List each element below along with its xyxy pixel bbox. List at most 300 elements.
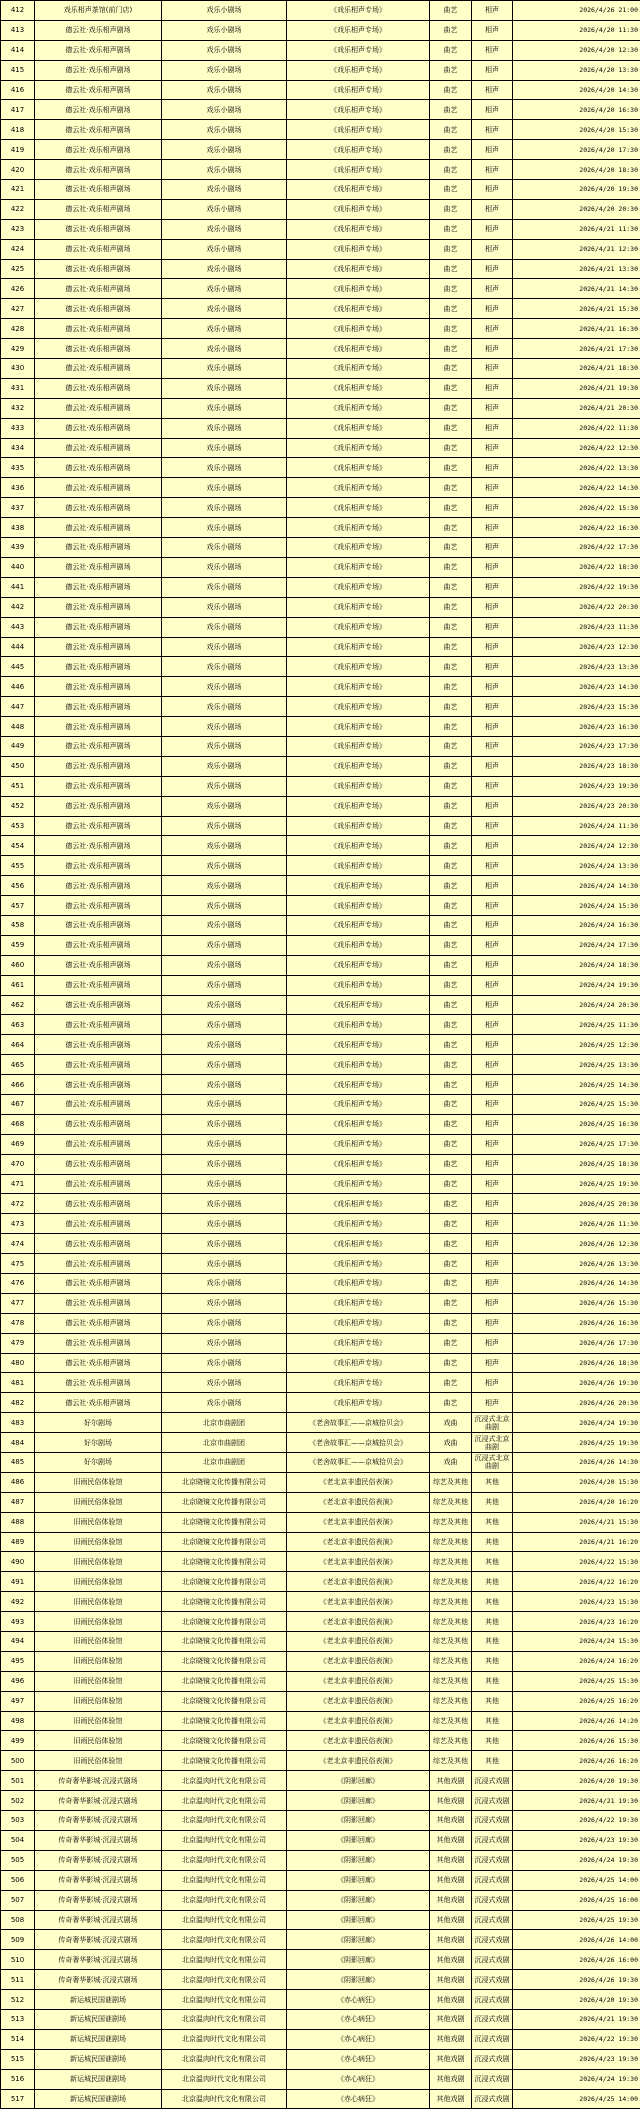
venue-cell: 德云社·戏乐相声剧场 [35, 736, 162, 756]
genre-cell: 相声 [472, 1015, 513, 1035]
category-cell: 综艺及其他 [430, 1572, 472, 1592]
organizer-cell: 戏乐小剧场 [162, 816, 287, 836]
program-cell: 《戏乐相声专场》 [287, 657, 430, 677]
program-cell: 《戏乐相声专场》 [287, 1154, 430, 1174]
row-number-cell: 469 [1, 1134, 35, 1154]
organizer-cell: 北京晓镜文化传播有限公司 [162, 1472, 287, 1492]
genre-cell: 沉浸式北京曲剧 [472, 1453, 513, 1473]
table-row [1, 816, 640, 836]
showtime-cell: 2026/4/25 20:30 [513, 1194, 640, 1214]
venue-cell: 传奇奢华影城·沉浸式剧场 [35, 1791, 162, 1811]
genre-cell: 沉浸式戏剧 [472, 1830, 513, 1850]
table-row [1, 1075, 640, 1095]
category-cell: 曲艺 [430, 1174, 472, 1194]
organizer-cell: 戏乐小剧场 [162, 1274, 287, 1294]
category-cell: 戏曲 [430, 1433, 472, 1453]
program-cell: 《戏乐相声专场》 [287, 1055, 430, 1075]
program-cell: 《戏乐相声专场》 [287, 915, 430, 935]
table-row [1, 1552, 640, 1572]
table-row [1, 1472, 640, 1492]
program-cell: 《戏乐相声专场》 [287, 359, 430, 379]
program-cell: 《戏乐相声专场》 [287, 995, 430, 1015]
category-cell: 综艺及其他 [430, 1512, 472, 1532]
program-cell: 《老北京非遗民俗表演》 [287, 1671, 430, 1691]
category-cell: 曲艺 [430, 915, 472, 935]
showtime-cell: 2026/4/25 19:30 [513, 1433, 640, 1453]
row-number-cell: 508 [1, 1910, 35, 1930]
category-cell: 曲艺 [430, 597, 472, 617]
category-cell: 曲艺 [430, 1293, 472, 1313]
table-row [1, 160, 640, 180]
category-cell: 曲艺 [430, 836, 472, 856]
genre-cell: 相声 [472, 1293, 513, 1313]
category-cell: 综艺及其他 [430, 1552, 472, 1572]
table-row [1, 1890, 640, 1910]
table-row [1, 1970, 640, 1990]
genre-cell: 沉浸式戏剧 [472, 1970, 513, 1990]
genre-cell: 沉浸式戏剧 [472, 1910, 513, 1930]
showtime-cell: 2026/4/20 20:30 [513, 199, 640, 219]
organizer-cell: 北京晓镜文化传播有限公司 [162, 1711, 287, 1731]
venue-cell: 德云社·戏乐相声剧场 [35, 120, 162, 140]
category-cell: 其他戏剧 [430, 1870, 472, 1890]
genre-cell: 相声 [472, 736, 513, 756]
table-row [1, 239, 640, 259]
genre-cell: 其他 [472, 1691, 513, 1711]
program-cell: 《戏乐相声专场》 [287, 1313, 430, 1333]
showtime-cell: 2026/4/24 14:30 [513, 876, 640, 896]
program-cell: 《阴影回廊》 [287, 1910, 430, 1930]
genre-cell: 相声 [472, 1075, 513, 1095]
row-number-cell: 474 [1, 1234, 35, 1254]
table-row [1, 736, 640, 756]
row-number-cell: 420 [1, 160, 35, 180]
showtime-cell: 2026/4/23 19:30 [513, 776, 640, 796]
program-cell: 《戏乐相声专场》 [287, 975, 430, 995]
organizer-cell: 戏乐小剧场 [162, 1015, 287, 1035]
program-cell: 《老北京非遗民俗表演》 [287, 1512, 430, 1532]
genre-cell: 相声 [472, 1134, 513, 1154]
table-row [1, 557, 640, 577]
genre-cell: 相声 [472, 478, 513, 498]
venue-cell: 德云社·戏乐相声剧场 [35, 657, 162, 677]
category-cell: 曲艺 [430, 219, 472, 239]
row-number-cell: 468 [1, 1114, 35, 1134]
organizer-cell: 戏乐小剧场 [162, 319, 287, 339]
genre-cell: 相声 [472, 896, 513, 916]
table-row [1, 299, 640, 319]
organizer-cell: 戏乐小剧场 [162, 438, 287, 458]
showtime-cell: 2026/4/25 15:30 [513, 1094, 640, 1114]
organizer-cell: 戏乐小剧场 [162, 279, 287, 299]
program-cell: 《老北京非遗民俗表演》 [287, 1572, 430, 1592]
table-row [1, 915, 640, 935]
category-cell: 曲艺 [430, 40, 472, 60]
venue-cell: 德云社·戏乐相声剧场 [35, 915, 162, 935]
showtime-cell: 2026/4/20 14:30 [513, 80, 640, 100]
category-cell: 其他戏剧 [430, 1811, 472, 1831]
table-row [1, 1572, 640, 1592]
row-number-cell: 473 [1, 1214, 35, 1234]
table-row [1, 1154, 640, 1174]
genre-cell: 相声 [472, 1035, 513, 1055]
row-number-cell: 487 [1, 1492, 35, 1512]
row-number-cell: 438 [1, 518, 35, 538]
venue-cell: 德云社·戏乐相声剧场 [35, 1075, 162, 1095]
organizer-cell: 戏乐小剧场 [162, 597, 287, 617]
genre-cell: 相声 [472, 657, 513, 677]
venue-cell: 德云社·戏乐相声剧场 [35, 1353, 162, 1373]
organizer-cell: 戏乐小剧场 [162, 160, 287, 180]
program-cell: 《戏乐相声专场》 [287, 776, 430, 796]
row-number-cell: 496 [1, 1671, 35, 1691]
row-number-cell: 502 [1, 1791, 35, 1811]
genre-cell: 相声 [472, 140, 513, 160]
venue-cell: 传奇奢华影城·沉浸式剧场 [35, 1830, 162, 1850]
program-cell: 《赤心病狂》 [287, 2049, 430, 2069]
genre-cell: 其他 [472, 1492, 513, 1512]
venue-cell: 德云社·戏乐相声剧场 [35, 955, 162, 975]
row-number-cell: 445 [1, 657, 35, 677]
row-number-cell: 491 [1, 1572, 35, 1592]
table-row [1, 140, 640, 160]
venue-cell: 旧雨民俗体验馆 [35, 1632, 162, 1652]
organizer-cell: 戏乐小剧场 [162, 677, 287, 697]
row-number-cell: 486 [1, 1472, 35, 1492]
genre-cell: 沉浸式戏剧 [472, 1950, 513, 1970]
table-row [1, 1055, 640, 1075]
table-row [1, 1433, 640, 1453]
program-cell: 《老北京非遗民俗表演》 [287, 1492, 430, 1512]
showtime-cell: 2026/4/20 19:30 [513, 1771, 640, 1791]
program-cell: 《阴影回廊》 [287, 1890, 430, 1910]
genre-cell: 沉浸式戏剧 [472, 1990, 513, 2010]
program-cell: 《戏乐相声专场》 [287, 1075, 430, 1095]
category-cell: 其他戏剧 [430, 1910, 472, 1930]
genre-cell: 沉浸式戏剧 [472, 2069, 513, 2089]
row-number-cell: 513 [1, 2009, 35, 2029]
venue-cell: 旧雨民俗体验馆 [35, 1711, 162, 1731]
venue-cell: 德云社·戏乐相声剧场 [35, 697, 162, 717]
category-cell: 曲艺 [430, 677, 472, 697]
venue-cell: 新运城民国谜剧场 [35, 2029, 162, 2049]
category-cell: 曲艺 [430, 1214, 472, 1234]
organizer-cell: 北京晓镜文化传播有限公司 [162, 1731, 287, 1751]
category-cell: 综艺及其他 [430, 1731, 472, 1751]
showtime-cell: 2026/4/20 15:30 [513, 1472, 640, 1492]
venue-cell: 德云社·戏乐相声剧场 [35, 498, 162, 518]
category-cell: 曲艺 [430, 995, 472, 1015]
genre-cell: 相声 [472, 199, 513, 219]
venue-cell: 好尔剧场 [35, 1453, 162, 1473]
program-cell: 《戏乐相声专场》 [287, 140, 430, 160]
category-cell: 曲艺 [430, 498, 472, 518]
program-cell: 《老舍故事汇——京城拾贝会》 [287, 1453, 430, 1473]
category-cell: 综艺及其他 [430, 1651, 472, 1671]
program-cell: 《戏乐相声专场》 [287, 1353, 430, 1373]
venue-cell: 旧雨民俗体验馆 [35, 1651, 162, 1671]
row-number-cell: 437 [1, 498, 35, 518]
row-number-cell: 490 [1, 1552, 35, 1572]
table-row [1, 1373, 640, 1393]
program-cell: 《戏乐相声专场》 [287, 398, 430, 418]
genre-cell: 沉浸式戏剧 [472, 2089, 513, 2109]
category-cell: 曲艺 [430, 100, 472, 120]
program-cell: 《阴影回廊》 [287, 1771, 430, 1791]
organizer-cell: 北京温肉时代文化有限公司 [162, 1771, 287, 1791]
category-cell: 曲艺 [430, 856, 472, 876]
venue-cell: 德云社·戏乐相声剧场 [35, 100, 162, 120]
program-cell: 《戏乐相声专场》 [287, 955, 430, 975]
row-number-cell: 498 [1, 1711, 35, 1731]
category-cell: 综艺及其他 [430, 1671, 472, 1691]
category-cell: 曲艺 [430, 557, 472, 577]
genre-cell: 其他 [472, 1512, 513, 1532]
venue-cell: 德云社·戏乐相声剧场 [35, 1194, 162, 1214]
genre-cell: 沉浸式戏剧 [472, 2029, 513, 2049]
row-number-cell: 446 [1, 677, 35, 697]
program-cell: 《老北京非遗民俗表演》 [287, 1632, 430, 1652]
row-number-cell: 416 [1, 80, 35, 100]
showtime-cell: 2026/4/23 16:30 [513, 717, 640, 737]
row-number-cell: 434 [1, 438, 35, 458]
showtime-cell: 2026/4/24 18:30 [513, 955, 640, 975]
program-cell: 《老北京非遗民俗表演》 [287, 1711, 430, 1731]
genre-cell: 相声 [472, 120, 513, 140]
organizer-cell: 北京温肉时代文化有限公司 [162, 2029, 287, 2049]
row-number-cell: 470 [1, 1154, 35, 1174]
row-number-cell: 494 [1, 1632, 35, 1652]
showtime-cell: 2026/4/26 15:30 [513, 1293, 640, 1313]
category-cell: 其他戏剧 [430, 2009, 472, 2029]
organizer-cell: 戏乐小剧场 [162, 1154, 287, 1174]
showtime-cell: 2026/4/25 14:00 [513, 2089, 640, 2109]
organizer-cell: 戏乐小剧场 [162, 1094, 287, 1114]
organizer-cell: 北京温肉时代文化有限公司 [162, 1890, 287, 1910]
category-cell: 曲艺 [430, 1254, 472, 1274]
organizer-cell: 北京晓镜文化传播有限公司 [162, 1651, 287, 1671]
row-number-cell: 459 [1, 935, 35, 955]
program-cell: 《戏乐相声专场》 [287, 796, 430, 816]
program-cell: 《戏乐相声专场》 [287, 279, 430, 299]
category-cell: 曲艺 [430, 378, 472, 398]
category-cell: 曲艺 [430, 1333, 472, 1353]
table-row [1, 677, 640, 697]
category-cell: 其他戏剧 [430, 1830, 472, 1850]
showtime-cell: 2026/4/26 14:00 [513, 1930, 640, 1950]
table-row [1, 1094, 640, 1114]
organizer-cell: 北京晓镜文化传播有限公司 [162, 1691, 287, 1711]
venue-cell: 传奇奢华影城·沉浸式剧场 [35, 1811, 162, 1831]
venue-cell: 德云社·戏乐相声剧场 [35, 637, 162, 657]
table-row [1, 199, 640, 219]
table-row [1, 1114, 640, 1134]
organizer-cell: 戏乐小剧场 [162, 876, 287, 896]
genre-cell: 其他 [472, 1552, 513, 1572]
table-row [1, 1134, 640, 1154]
table-row [1, 1830, 640, 1850]
table-row [1, 955, 640, 975]
table-row [1, 657, 640, 677]
showtime-cell: 2026/4/23 16:20 [513, 1612, 640, 1632]
genre-cell: 相声 [472, 856, 513, 876]
venue-cell: 新运城民国谜剧场 [35, 2009, 162, 2029]
organizer-cell: 北京温肉时代文化有限公司 [162, 2089, 287, 2109]
organizer-cell: 戏乐小剧场 [162, 1174, 287, 1194]
row-number-cell: 507 [1, 1890, 35, 1910]
row-number-cell: 492 [1, 1592, 35, 1612]
row-number-cell: 480 [1, 1353, 35, 1373]
genre-cell: 相声 [472, 1154, 513, 1174]
genre-cell: 相声 [472, 259, 513, 279]
venue-cell: 旧雨民俗体验馆 [35, 1472, 162, 1492]
organizer-cell: 戏乐小剧场 [162, 896, 287, 916]
table-row [1, 1771, 640, 1791]
organizer-cell: 戏乐小剧场 [162, 518, 287, 538]
showtime-cell: 2026/4/26 21:00 [513, 1, 640, 21]
category-cell: 曲艺 [430, 1393, 472, 1413]
table-row [1, 1413, 640, 1433]
row-number-cell: 451 [1, 776, 35, 796]
row-number-cell: 426 [1, 279, 35, 299]
genre-cell: 相声 [472, 697, 513, 717]
row-number-cell: 433 [1, 418, 35, 438]
organizer-cell: 戏乐小剧场 [162, 80, 287, 100]
table-row [1, 1453, 640, 1473]
category-cell: 曲艺 [430, 1114, 472, 1134]
venue-cell: 德云社·戏乐相声剧场 [35, 876, 162, 896]
showtime-cell: 2026/4/20 18:30 [513, 160, 640, 180]
program-cell: 《戏乐相声专场》 [287, 1, 430, 21]
category-cell: 曲艺 [430, 1134, 472, 1154]
showtime-cell: 2026/4/26 14:20 [513, 1711, 640, 1731]
venue-cell: 新运城民国谜剧场 [35, 2089, 162, 2109]
program-cell: 《戏乐相声专场》 [287, 717, 430, 737]
table-row [1, 1612, 640, 1632]
organizer-cell: 戏乐小剧场 [162, 975, 287, 995]
venue-cell: 德云社·戏乐相声剧场 [35, 60, 162, 80]
venue-cell: 德云社·戏乐相声剧场 [35, 538, 162, 558]
program-cell: 《戏乐相声专场》 [287, 1234, 430, 1254]
row-number-cell: 462 [1, 995, 35, 1015]
row-number-cell: 455 [1, 856, 35, 876]
program-cell: 《戏乐相声专场》 [287, 120, 430, 140]
program-cell: 《戏乐相声专场》 [287, 199, 430, 219]
genre-cell: 相声 [472, 577, 513, 597]
showtime-cell: 2026/4/26 11:30 [513, 1214, 640, 1234]
row-number-cell: 449 [1, 736, 35, 756]
table-row [1, 1731, 640, 1751]
category-cell: 曲艺 [430, 756, 472, 776]
organizer-cell: 戏乐小剧场 [162, 1114, 287, 1134]
genre-cell: 相声 [472, 1194, 513, 1214]
showtime-cell: 2026/4/20 13:30 [513, 60, 640, 80]
table-row [1, 2049, 640, 2069]
venue-cell: 德云社·戏乐相声剧场 [35, 617, 162, 637]
showtime-cell: 2026/4/21 15:30 [513, 299, 640, 319]
row-number-cell: 467 [1, 1094, 35, 1114]
showtime-cell: 2026/4/25 19:30 [513, 1910, 640, 1930]
organizer-cell: 戏乐小剧场 [162, 100, 287, 120]
table-row [1, 935, 640, 955]
table-row [1, 1691, 640, 1711]
row-number-cell: 443 [1, 617, 35, 637]
category-cell: 曲艺 [430, 299, 472, 319]
table-row [1, 538, 640, 558]
showtime-cell: 2026/4/26 14:30 [513, 1453, 640, 1473]
table-row [1, 597, 640, 617]
category-cell: 曲艺 [430, 339, 472, 359]
venue-cell: 德云社·戏乐相声剧场 [35, 1114, 162, 1134]
table-row [1, 319, 640, 339]
organizer-cell: 戏乐小剧场 [162, 140, 287, 160]
organizer-cell: 戏乐小剧场 [162, 1234, 287, 1254]
program-cell: 《戏乐相声专场》 [287, 856, 430, 876]
showtime-cell: 2026/4/25 16:00 [513, 1890, 640, 1910]
row-number-cell: 495 [1, 1651, 35, 1671]
genre-cell: 其他 [472, 1572, 513, 1592]
row-number-cell: 432 [1, 398, 35, 418]
venue-cell: 德云社·戏乐相声剧场 [35, 1154, 162, 1174]
genre-cell: 相声 [472, 876, 513, 896]
organizer-cell: 北京温肉时代文化有限公司 [162, 2049, 287, 2069]
showtime-cell: 2026/4/23 19:30 [513, 2049, 640, 2069]
row-number-cell: 427 [1, 299, 35, 319]
table-row [1, 836, 640, 856]
row-number-cell: 500 [1, 1751, 35, 1771]
organizer-cell: 北京晓镜文化传播有限公司 [162, 1552, 287, 1572]
showtime-cell: 2026/4/22 19:30 [513, 577, 640, 597]
program-cell: 《戏乐相声专场》 [287, 60, 430, 80]
row-number-cell: 517 [1, 2089, 35, 2109]
showtime-cell: 2026/4/24 19:30 [513, 1413, 640, 1433]
row-number-cell: 499 [1, 1731, 35, 1751]
venue-cell: 旧雨民俗体验馆 [35, 1671, 162, 1691]
table-row [1, 478, 640, 498]
genre-cell: 相声 [472, 160, 513, 180]
showtime-cell: 2026/4/26 13:30 [513, 1254, 640, 1274]
program-cell: 《阴影回廊》 [287, 1791, 430, 1811]
category-cell: 曲艺 [430, 955, 472, 975]
venue-cell: 德云社·戏乐相声剧场 [35, 219, 162, 239]
row-number-cell: 419 [1, 140, 35, 160]
category-cell: 曲艺 [430, 518, 472, 538]
category-cell: 曲艺 [430, 418, 472, 438]
table-row [1, 1492, 640, 1512]
showtime-cell: 2026/4/22 13:30 [513, 458, 640, 478]
table-row [1, 1671, 640, 1691]
category-cell: 其他戏剧 [430, 2089, 472, 2109]
organizer-cell: 戏乐小剧场 [162, 378, 287, 398]
venue-cell: 德云社·戏乐相声剧场 [35, 398, 162, 418]
showtime-cell: 2026/4/20 16:20 [513, 1492, 640, 1512]
showtime-cell: 2026/4/26 18:30 [513, 1353, 640, 1373]
showtime-cell: 2026/4/20 15:30 [513, 120, 640, 140]
row-number-cell: 428 [1, 319, 35, 339]
venue-cell: 德云社·戏乐相声剧场 [35, 557, 162, 577]
table-row [1, 1254, 640, 1274]
showtime-cell: 2026/4/23 12:30 [513, 637, 640, 657]
genre-cell: 相声 [472, 915, 513, 935]
table-row [1, 1632, 640, 1652]
organizer-cell: 戏乐小剧场 [162, 239, 287, 259]
venue-cell: 德云社·戏乐相声剧场 [35, 677, 162, 697]
program-cell: 《老北京非遗民俗表演》 [287, 1651, 430, 1671]
genre-cell: 沉浸式戏剧 [472, 2049, 513, 2069]
genre-cell: 相声 [472, 796, 513, 816]
venue-cell: 好尔剧场 [35, 1433, 162, 1453]
program-cell: 《戏乐相声专场》 [287, 40, 430, 60]
